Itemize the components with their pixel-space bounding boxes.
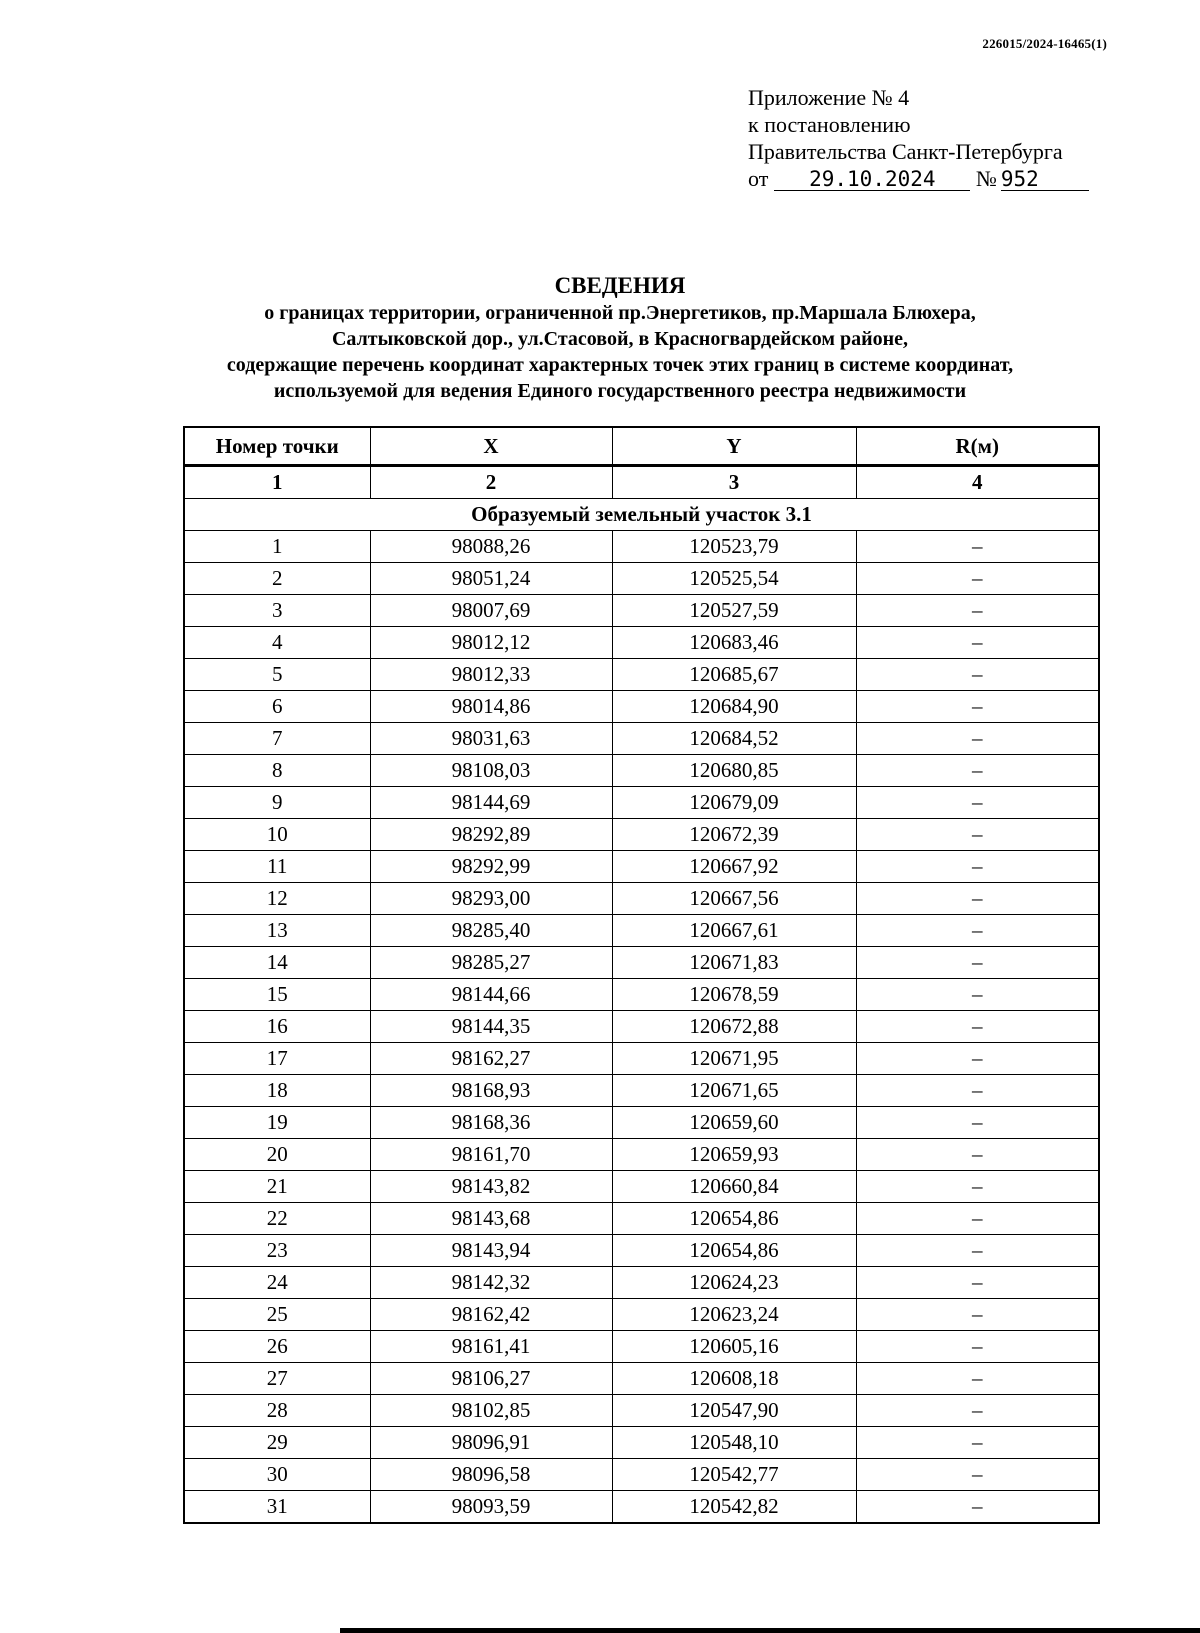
y-coordinate-cell: 120667,92 <box>612 851 856 883</box>
column-number-row <box>184 466 1099 499</box>
y-coordinate-cell: 120523,79 <box>612 531 856 563</box>
heading-line-3: содержащие перечень координат характерных точек этих границ в системе координат, <box>226 354 1014 376</box>
table-row <box>184 979 1099 1011</box>
y-coordinate-cell: 120608,18 <box>612 1363 856 1395</box>
y-coordinate-cell: 120605,16 <box>612 1331 856 1363</box>
radius-cell: – <box>856 659 1099 691</box>
table-row <box>184 691 1099 723</box>
header-y: Y <box>612 427 856 466</box>
table-header-row <box>184 427 1099 466</box>
table-row <box>184 1459 1099 1491</box>
x-coordinate-cell: 98168,36 <box>370 1107 612 1139</box>
column-number: 2 <box>370 466 612 499</box>
header-x: X <box>370 427 612 466</box>
point-number-cell: 17 <box>184 1043 370 1075</box>
point-number-cell: 1 <box>184 531 370 563</box>
number-label: № <box>975 166 997 191</box>
y-coordinate-cell: 120542,82 <box>612 1491 856 1524</box>
radius-cell: – <box>856 1395 1099 1427</box>
radius-cell: – <box>856 979 1099 1011</box>
document-registration-number: 226015/2024-16465(1) <box>982 36 1107 51</box>
point-number-cell: 4 <box>184 627 370 659</box>
heading-line-2: Салтыковской дор., ул.Стасовой, в Красногвардейском районе, <box>331 328 909 350</box>
radius-cell: – <box>856 691 1099 723</box>
table-row <box>184 1331 1099 1363</box>
point-number-cell: 12 <box>184 883 370 915</box>
y-coordinate-cell: 120667,61 <box>612 915 856 947</box>
x-coordinate-cell: 98051,24 <box>370 563 612 595</box>
heading-line-1: о границах территории, ограниченной пр.Энергетиков, пр.Маршала Блюхера, <box>264 302 976 324</box>
heading-line-4: используемой для ведения Единого государственного реестра недвижимости <box>273 380 967 402</box>
x-coordinate-cell: 98088,26 <box>370 531 612 563</box>
x-coordinate-cell: 98106,27 <box>370 1363 612 1395</box>
point-number-cell: 14 <box>184 947 370 979</box>
radius-cell: – <box>856 595 1099 627</box>
y-coordinate-cell: 120547,90 <box>612 1395 856 1427</box>
point-number-cell: 22 <box>184 1203 370 1235</box>
table-row <box>184 1427 1099 1459</box>
y-coordinate-cell: 120548,10 <box>612 1427 856 1459</box>
x-coordinate-cell: 98285,40 <box>370 915 612 947</box>
x-coordinate-cell: 98012,12 <box>370 627 612 659</box>
y-coordinate-cell: 120542,77 <box>612 1459 856 1491</box>
table-row <box>184 1171 1099 1203</box>
table-row <box>184 1395 1099 1427</box>
point-number-cell: 30 <box>184 1459 370 1491</box>
coordinates-table <box>183 426 1100 1524</box>
radius-cell: – <box>856 915 1099 947</box>
y-coordinate-cell: 120623,24 <box>612 1299 856 1331</box>
table-row <box>184 1043 1099 1075</box>
y-coordinate-cell: 120525,54 <box>612 563 856 595</box>
x-coordinate-cell: 98293,00 <box>370 883 612 915</box>
radius-cell: – <box>856 723 1099 755</box>
table-row <box>184 1491 1099 1524</box>
appendix-date-line <box>748 165 1089 192</box>
x-coordinate-cell: 98014,86 <box>370 691 612 723</box>
y-coordinate-cell: 120654,86 <box>612 1203 856 1235</box>
x-coordinate-cell: 98093,59 <box>370 1491 612 1524</box>
point-number-cell: 16 <box>184 1011 370 1043</box>
radius-cell: – <box>856 851 1099 883</box>
column-number: 3 <box>612 466 856 499</box>
x-coordinate-cell: 98031,63 <box>370 723 612 755</box>
x-coordinate-cell: 98144,66 <box>370 979 612 1011</box>
radius-cell: – <box>856 1107 1099 1139</box>
point-number-cell: 28 <box>184 1395 370 1427</box>
point-number-cell: 7 <box>184 723 370 755</box>
radius-cell: – <box>856 1491 1099 1524</box>
x-coordinate-cell: 98142,32 <box>370 1267 612 1299</box>
point-number-cell: 13 <box>184 915 370 947</box>
table-row <box>184 883 1099 915</box>
radius-cell: – <box>856 755 1099 787</box>
point-number-cell: 10 <box>184 819 370 851</box>
table-row <box>184 1203 1099 1235</box>
document-title: СВЕДЕНИЯ <box>554 273 686 298</box>
from-label: от <box>748 166 769 191</box>
point-number-cell: 26 <box>184 1331 370 1363</box>
table-row <box>184 1363 1099 1395</box>
y-coordinate-cell: 120685,67 <box>612 659 856 691</box>
table-row <box>184 563 1099 595</box>
appendix-number: Приложение № 4 <box>748 85 910 110</box>
radius-cell: – <box>856 1043 1099 1075</box>
table-row <box>184 595 1099 627</box>
x-coordinate-cell: 98161,41 <box>370 1331 612 1363</box>
radius-cell: – <box>856 883 1099 915</box>
point-number-cell: 20 <box>184 1139 370 1171</box>
point-number-cell: 23 <box>184 1235 370 1267</box>
x-coordinate-cell: 98285,27 <box>370 947 612 979</box>
column-number: 1 <box>184 466 370 499</box>
x-coordinate-cell: 98292,99 <box>370 851 612 883</box>
x-coordinate-cell: 98161,70 <box>370 1139 612 1171</box>
point-number-cell: 3 <box>184 595 370 627</box>
x-coordinate-cell: 98096,91 <box>370 1427 612 1459</box>
appendix-government: Правительства Санкт-Петербурга <box>748 139 1063 164</box>
radius-cell: – <box>856 787 1099 819</box>
radius-cell: – <box>856 1331 1099 1363</box>
header-radius: R(м) <box>856 427 1099 466</box>
point-number-cell: 25 <box>184 1299 370 1331</box>
resolution-number: 952 <box>1001 168 1089 191</box>
x-coordinate-cell: 98007,69 <box>370 595 612 627</box>
point-number-cell: 29 <box>184 1427 370 1459</box>
radius-cell: – <box>856 1171 1099 1203</box>
point-number-cell: 8 <box>184 755 370 787</box>
point-number-cell: 2 <box>184 563 370 595</box>
y-coordinate-cell: 120671,83 <box>612 947 856 979</box>
table-row <box>184 947 1099 979</box>
radius-cell: – <box>856 1363 1099 1395</box>
y-coordinate-cell: 120654,86 <box>612 1235 856 1267</box>
y-coordinate-cell: 120624,23 <box>612 1267 856 1299</box>
radius-cell: – <box>856 1299 1099 1331</box>
y-coordinate-cell: 120683,46 <box>612 627 856 659</box>
y-coordinate-cell: 120678,59 <box>612 979 856 1011</box>
point-number-cell: 5 <box>184 659 370 691</box>
appendix-to-resolution: к постановлению <box>748 112 911 137</box>
table-row <box>184 851 1099 883</box>
table-row <box>184 627 1099 659</box>
table-row <box>184 723 1099 755</box>
resolution-date: 29.10.2024 <box>774 168 970 191</box>
section-title: Образуемый земельный участок 3.1 <box>184 499 1099 531</box>
table-row <box>184 787 1099 819</box>
point-number-cell: 6 <box>184 691 370 723</box>
document-heading <box>100 272 1140 404</box>
y-coordinate-cell: 120671,65 <box>612 1075 856 1107</box>
y-coordinate-cell: 120659,93 <box>612 1139 856 1171</box>
x-coordinate-cell: 98144,35 <box>370 1011 612 1043</box>
point-number-cell: 15 <box>184 979 370 1011</box>
header-point-number: Номер точки <box>184 427 370 466</box>
x-coordinate-cell: 98162,42 <box>370 1299 612 1331</box>
table-row <box>184 531 1099 563</box>
radius-cell: – <box>856 1427 1099 1459</box>
x-coordinate-cell: 98102,85 <box>370 1395 612 1427</box>
section-row <box>184 499 1099 531</box>
x-coordinate-cell: 98096,58 <box>370 1459 612 1491</box>
table-row <box>184 755 1099 787</box>
radius-cell: – <box>856 531 1099 563</box>
radius-cell: – <box>856 1203 1099 1235</box>
y-coordinate-cell: 120684,90 <box>612 691 856 723</box>
y-coordinate-cell: 120684,52 <box>612 723 856 755</box>
x-coordinate-cell: 98143,68 <box>370 1203 612 1235</box>
y-coordinate-cell: 120527,59 <box>612 595 856 627</box>
table-row <box>184 819 1099 851</box>
x-coordinate-cell: 98012,33 <box>370 659 612 691</box>
x-coordinate-cell: 98168,93 <box>370 1075 612 1107</box>
radius-cell: – <box>856 1011 1099 1043</box>
y-coordinate-cell: 120679,09 <box>612 787 856 819</box>
y-coordinate-cell: 120672,39 <box>612 819 856 851</box>
x-coordinate-cell: 98143,82 <box>370 1171 612 1203</box>
table-row <box>184 1139 1099 1171</box>
point-number-cell: 9 <box>184 787 370 819</box>
radius-cell: – <box>856 1459 1099 1491</box>
point-number-cell: 11 <box>184 851 370 883</box>
y-coordinate-cell: 120671,95 <box>612 1043 856 1075</box>
table-row <box>184 1011 1099 1043</box>
y-coordinate-cell: 120659,60 <box>612 1107 856 1139</box>
table-row <box>184 1075 1099 1107</box>
table-row <box>184 659 1099 691</box>
point-number-cell: 19 <box>184 1107 370 1139</box>
x-coordinate-cell: 98143,94 <box>370 1235 612 1267</box>
table-row <box>184 1299 1099 1331</box>
radius-cell: – <box>856 819 1099 851</box>
table-row <box>184 1235 1099 1267</box>
radius-cell: – <box>856 563 1099 595</box>
x-coordinate-cell: 98144,69 <box>370 787 612 819</box>
x-coordinate-cell: 98292,89 <box>370 819 612 851</box>
radius-cell: – <box>856 947 1099 979</box>
point-number-cell: 24 <box>184 1267 370 1299</box>
table-row <box>184 1267 1099 1299</box>
y-coordinate-cell: 120660,84 <box>612 1171 856 1203</box>
x-coordinate-cell: 98108,03 <box>370 755 612 787</box>
radius-cell: – <box>856 627 1099 659</box>
column-number: 4 <box>856 466 1099 499</box>
radius-cell: – <box>856 1075 1099 1107</box>
radius-cell: – <box>856 1235 1099 1267</box>
point-number-cell: 21 <box>184 1171 370 1203</box>
radius-cell: – <box>856 1267 1099 1299</box>
point-number-cell: 27 <box>184 1363 370 1395</box>
radius-cell: – <box>856 1139 1099 1171</box>
table-row <box>184 1107 1099 1139</box>
y-coordinate-cell: 120667,56 <box>612 883 856 915</box>
bottom-rule <box>340 1628 1200 1633</box>
x-coordinate-cell: 98162,27 <box>370 1043 612 1075</box>
point-number-cell: 18 <box>184 1075 370 1107</box>
appendix-block <box>748 84 1089 192</box>
point-number-cell: 31 <box>184 1491 370 1524</box>
y-coordinate-cell: 120672,88 <box>612 1011 856 1043</box>
table-row <box>184 915 1099 947</box>
y-coordinate-cell: 120680,85 <box>612 755 856 787</box>
